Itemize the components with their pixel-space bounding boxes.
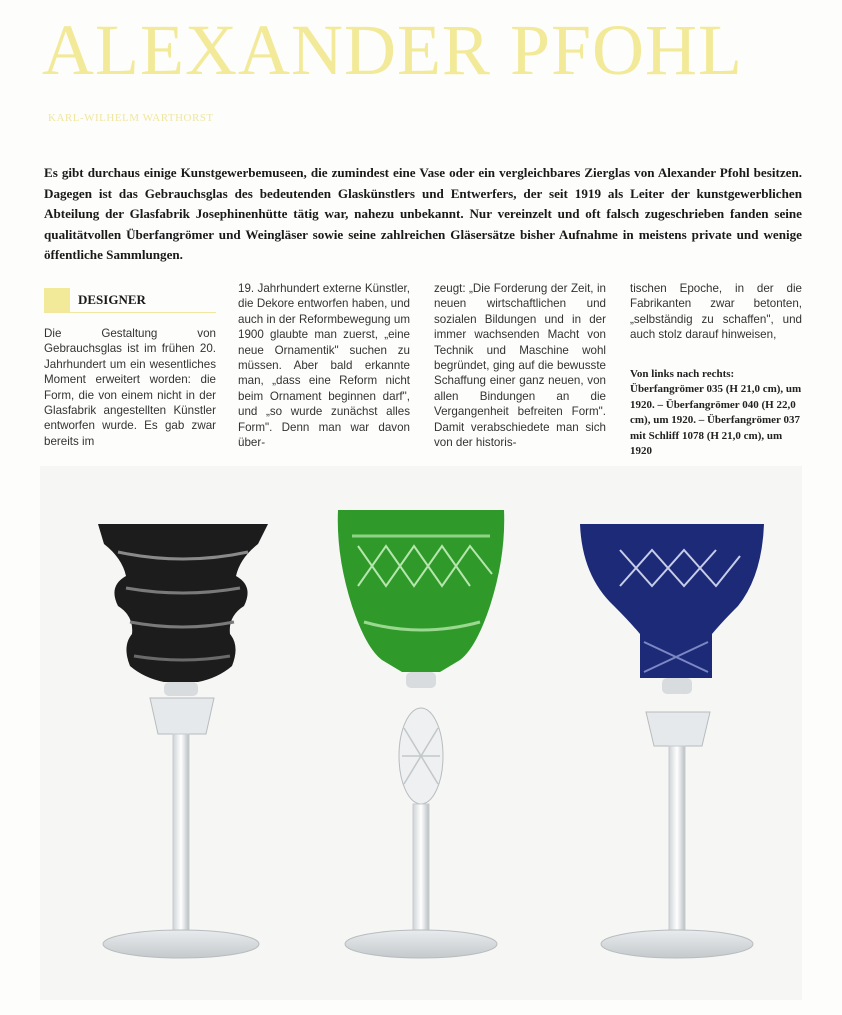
section-heading: [44, 288, 216, 313]
author-byline: KARL-WILHELM WARTHORST: [48, 112, 214, 124]
section-marker: [44, 288, 70, 312]
body-column-2: 19. Jahrhundert externe Künstler, die Dekore entworfen haben, und auch in der Reformbewegung um 1900 glaubte man zuerst, „eine neue Ornamentik" suchen zu müssen. Aber bald erkannte man, „dass eine Reform nicht beim Ornament beginnen darf", und „so wurde zunächst alles Form". Denn man war davon über-: [238, 282, 410, 450]
blue-overlay-roemer-icon: [580, 524, 764, 958]
body-column-4: tischen Epoche, in der die Fabrikanten zwar betonten, „selbständig zu schaffen", und auch stolz darauf hinweisen,: [630, 282, 802, 342]
glass-photo: [40, 466, 802, 1000]
photo-caption: Von links nach rechts: Überfangrömer 035 (H 21,0 cm), um 1920. – Überfangrömer 040 (H 22,0 cm), um 1920. – Überfangrömer 037 mit Schliff 1078 (H 21,0 cm), um 1920: [630, 368, 802, 458]
green-overlay-roemer-icon: [338, 510, 504, 958]
glass-photo-svg: [40, 466, 802, 1000]
article-title: ALEXANDER PFOHL: [42, 10, 744, 90]
body-column-3: zeugt: „Die Forderung der Zeit, in neuen wirtschaftlichen und sozialen Bildungen und in der immer wachsenden Macht von Technik und Maschine wohl begründet, ging auf die bewusste Schaffung einer ganz neuen, von allen Bindungen an die Vergangenheit befreiten Form". Damit verabschiedete man sich von der historis-: [434, 282, 606, 450]
section-heading-label: DESIGNER: [78, 292, 146, 307]
body-column-1: Die Gestaltung von Gebrauchsglas ist im frühen 20. Jahrhundert um ein wesentliches Moment erweitert worden: die Form, die von einem nicht in der Glasfabrik angestellten Künstler entworfen wurde. Es gab zwar bereits im: [44, 327, 216, 448]
lead-paragraph: Es gibt durchaus einige Kunstgewerbemuseen, die zumindest eine Vase oder ein vergleichbares Zierglas von Alexander Pfohl besitzen. Dagegen ist das Gebrauchsglas des bedeutenden Glaskünstlers und Entwerfers, der seit 1919 als Leiter der kunstgewerblichen Abteilung der Glasfabrik Josephinenhütte tätig war, nahezu unbekannt. Nur vereinzelt und oft falsch zugeschrieben fanden seine qualitätvollen Überfangrömer und Weingläser sowie seine zahlreichen Gläsersätze bisher Aufnahme in meistens private und wenige öffentliche Sammlungen.: [44, 165, 802, 262]
black-overlay-roemer-icon: [98, 524, 268, 958]
